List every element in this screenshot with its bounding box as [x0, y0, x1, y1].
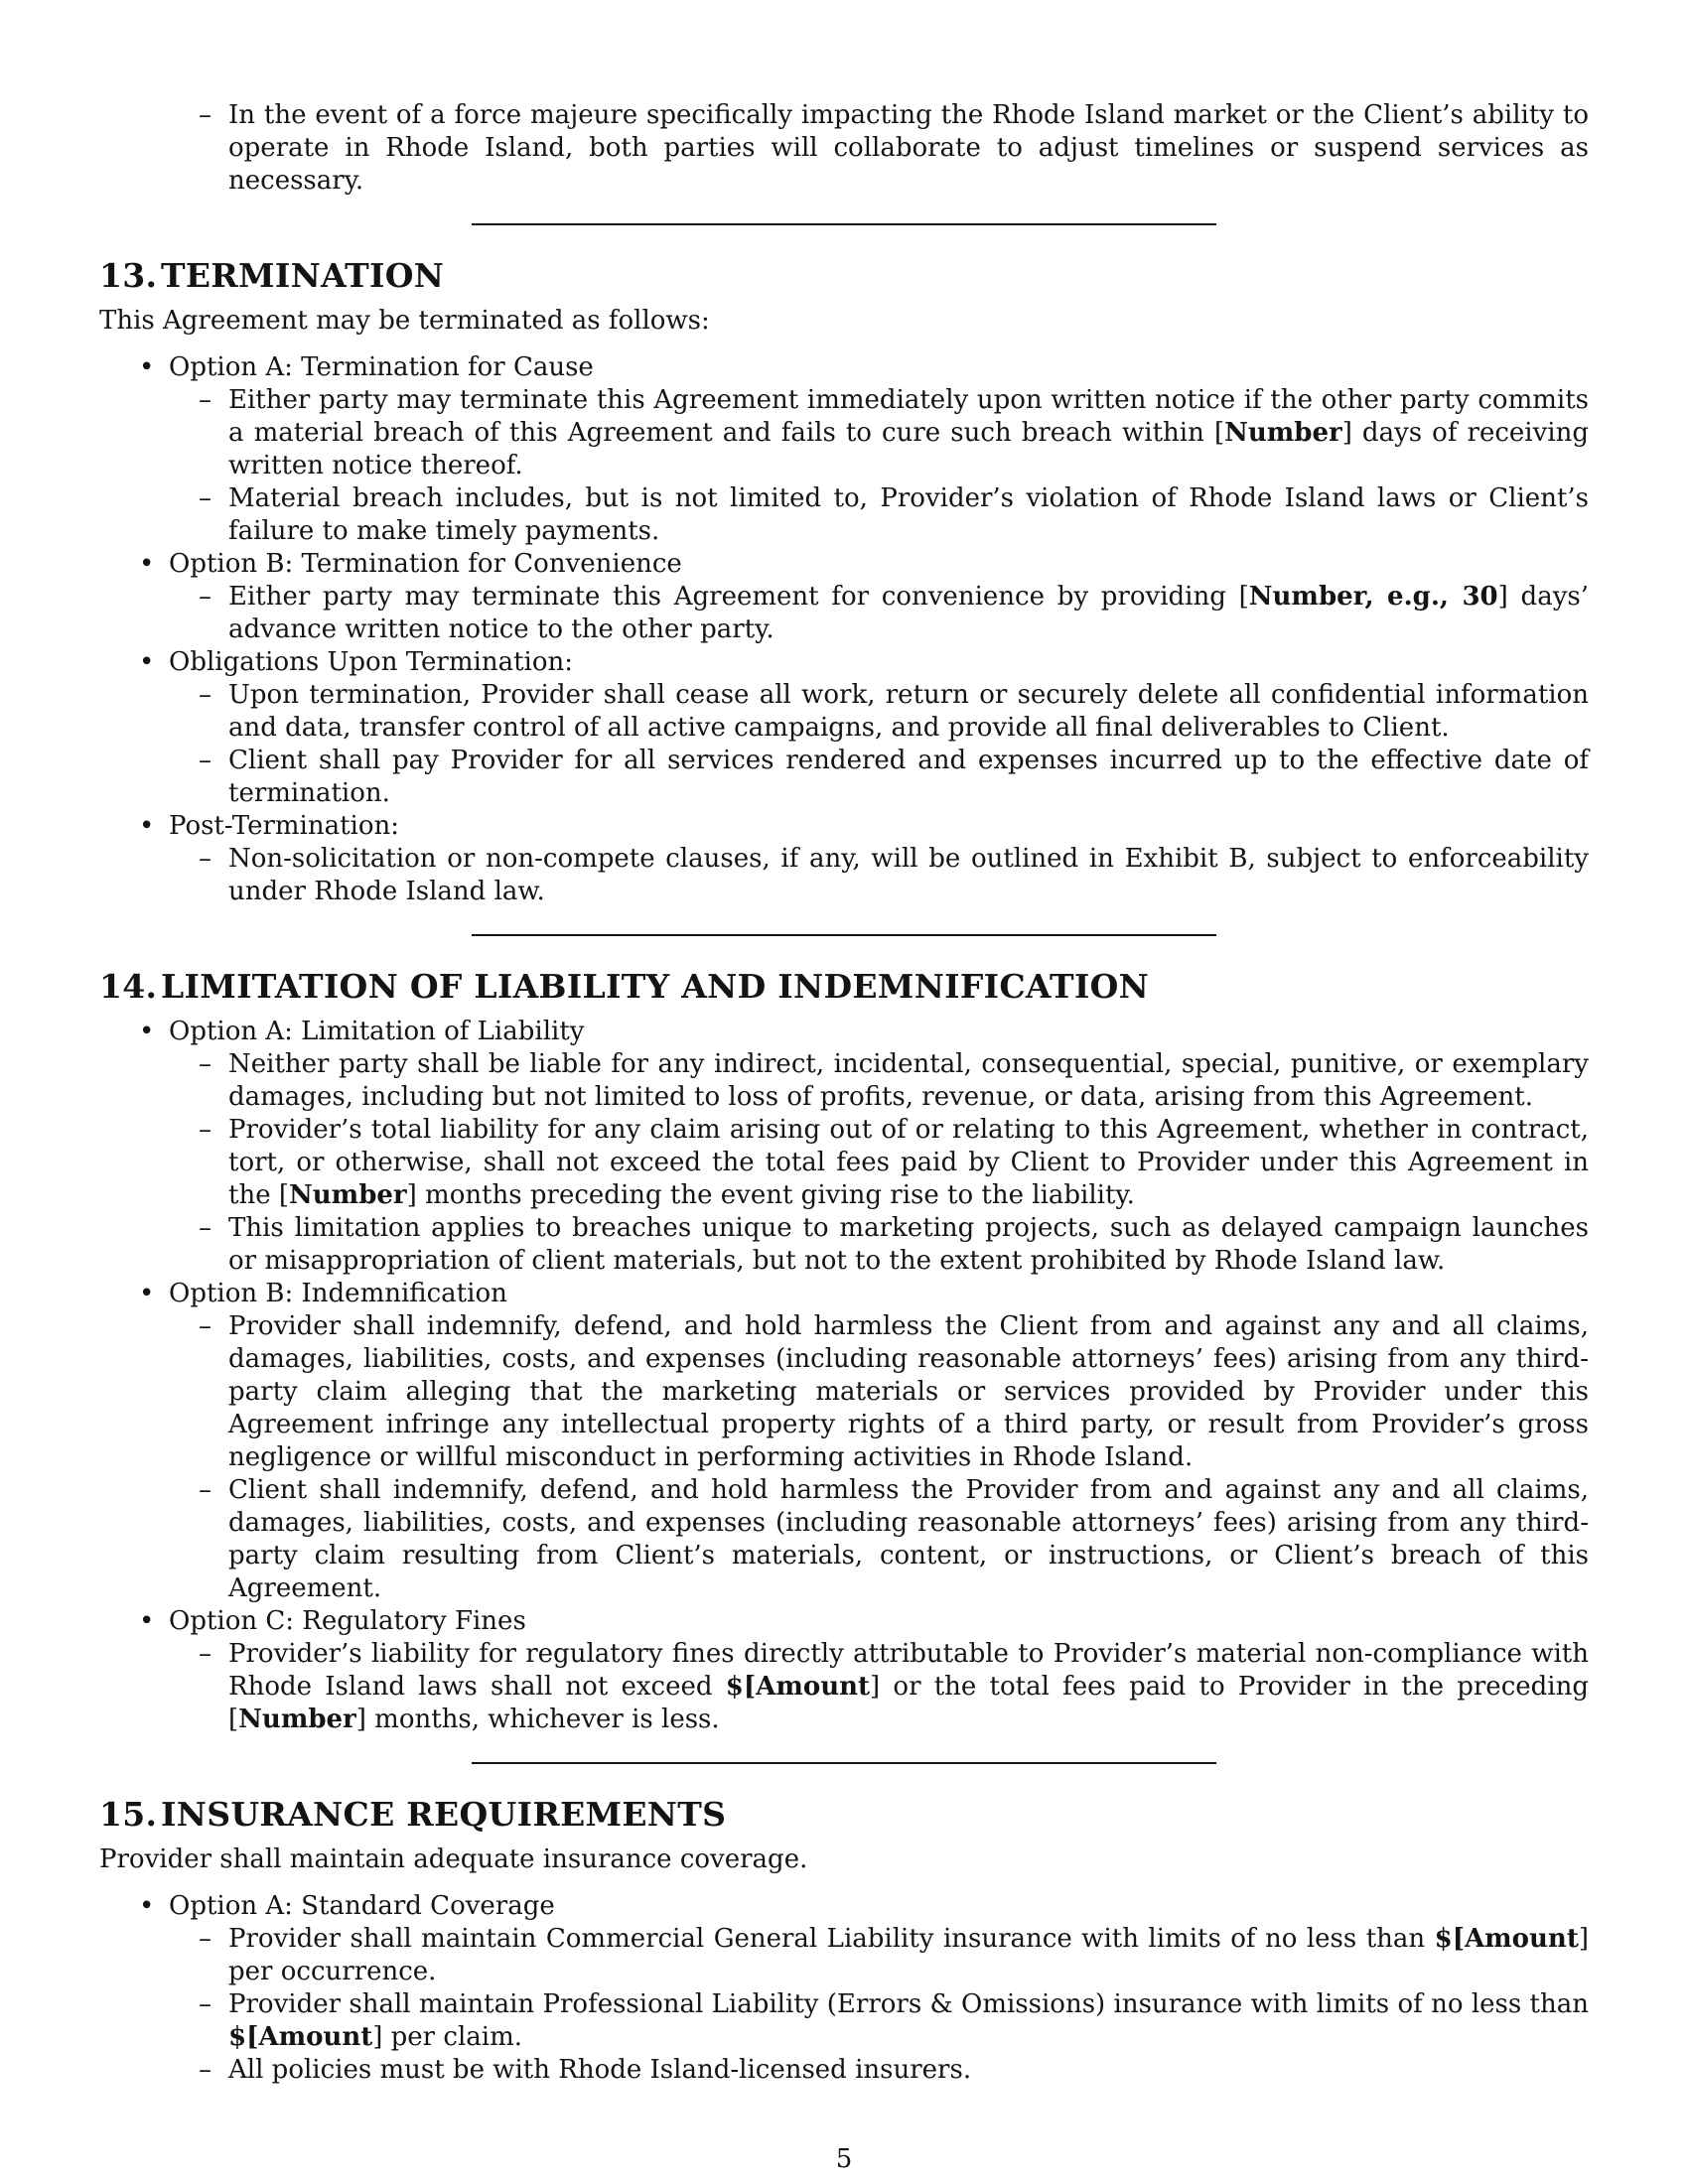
list-item: – Provider shall maintain Professional Liability (Errors & Omissions) insurance with limits of no less than $[Amount] per claim. — [99, 1988, 1589, 2054]
list-item — [99, 1474, 1589, 1605]
section-title: INSURANCE REQUIREMENTS — [161, 1795, 727, 1834]
list-item: – Provider’s total liability for any claim arising out of or relating to this Agreement, whether in contract, tort, or otherwise, shall not exceed the total fees paid by Client to Provider under this Agreement in the [Number] months preceding the event giving rise to the liability. — [99, 1114, 1589, 1212]
section-heading-liability — [99, 966, 1589, 1008]
list-item — [99, 843, 1589, 908]
item-text: Provider’s total liability for any claim arising out of or relating to this Agreement, whether in contract, tort, or otherwise, shall not exceed the total fees paid by Client to Provider under this Agreement in the — [228, 1115, 1589, 1210]
option-label: Option A: Limitation of Liability — [169, 1017, 585, 1046]
item-text: days of receiving written notice thereof. — [228, 418, 1589, 480]
section-number: 14. — [99, 967, 158, 1006]
item-text: or the total fees paid to Provider in the preceding — [880, 1672, 1589, 1702]
option-label: Option A: Termination for Cause — [169, 352, 594, 382]
option-item — [99, 810, 1589, 843]
item-text: Provider shall indemnify, defend, and hold harmless the Client from and against any and all claims, damages, liabilities, costs, and expenses (including reasonable attorneys’ fees) arising from any third-party claim alleging that the marketing materials or services provided by Provider under this Agreement infringe any intellectual property rights of a third party, or result from Provider’s gross negligence or willful misconduct in performing activities in Rhode Island. — [228, 1311, 1589, 1472]
list-item: – Either party may terminate this Agreement for convenience by providing [Number, e.g., 30] days’ advance written notice to the other party. — [99, 581, 1589, 646]
option-item — [99, 1278, 1589, 1310]
item-text: Either party may terminate this Agreement for convenience by providing — [228, 582, 1239, 612]
continuation-list — [99, 99, 1589, 198]
list-item — [99, 2054, 1589, 2087]
item-text: per claim. — [382, 2022, 522, 2052]
section-divider — [472, 934, 1216, 936]
liability-options — [99, 1016, 1589, 1736]
section-intro: This Agreement may be terminated as follows: — [99, 306, 710, 336]
option-item — [99, 1605, 1589, 1638]
option-item — [99, 351, 1589, 384]
page-number: 5 — [835, 2144, 853, 2174]
list-item — [99, 99, 1589, 198]
option-label: Option C: Regulatory Fines — [169, 1606, 526, 1636]
placeholder-number: Number — [238, 1705, 356, 1734]
placeholder-amount: $[Amount — [725, 1672, 871, 1702]
section-title: LIMITATION OF LIABILITY AND INDEMNIFICATION — [161, 967, 1150, 1006]
termination-options — [99, 351, 1589, 908]
section-title: TERMINATION — [161, 256, 445, 295]
option-label: Post-Termination: — [169, 811, 400, 841]
option-item — [99, 1016, 1589, 1048]
item-text: Provider shall maintain Professional Liability (Errors & Omissions) insurance with limits of no less than — [228, 1989, 1589, 2019]
placeholder-number: Number — [1224, 418, 1342, 448]
option-item — [99, 548, 1589, 581]
list-item — [99, 1048, 1589, 1114]
section-number: 13. — [99, 256, 158, 295]
option-label: Obligations Upon Termination: — [169, 647, 573, 677]
placeholder-amount: $[Amount — [1434, 1924, 1579, 1954]
placeholder-number: Number, e.g., 30 — [1248, 582, 1498, 612]
placeholder-amount: $[Amount — [228, 2022, 373, 2052]
list-item: – Provider’s liability for regulatory fines directly attributable to Provider’s material non-compliance with Rhode Island laws shall not exceed $[Amount] or the total fees paid to Provider in the preceding [Number] months, whichever is less. — [99, 1638, 1589, 1736]
section-divider — [472, 223, 1216, 225]
item-text: This limitation applies to breaches unique to marketing projects, such as delayed campaign launches or misappropriation of client materials, but not to the extent prohibited by Rhode Island law. — [228, 1213, 1589, 1276]
option-label: Option A: Standard Coverage — [169, 1891, 555, 1921]
list-item — [99, 1212, 1589, 1278]
option-label: Option B: Indemnification — [169, 1279, 507, 1308]
item-text: months, whichever is less. — [365, 1705, 720, 1734]
insurance-options — [99, 1890, 1589, 2087]
placeholder-number: Number — [289, 1180, 407, 1210]
list-item — [99, 1310, 1589, 1474]
option-label: Option B: Termination for Convenience — [169, 549, 682, 579]
section-divider — [472, 1762, 1216, 1764]
list-item — [99, 745, 1589, 810]
section-heading-termination — [99, 255, 1589, 297]
item-text: Neither party shall be liable for any indirect, incidental, consequential, special, punitive, or exemplary damages, including but not limited to loss of profits, revenue, or data, arising from this Agreement. — [228, 1049, 1589, 1112]
item-text: Either party may terminate this Agreement immediately upon written notice if the other party commits a material breach of this Agreement and fails to cure such breach within — [228, 385, 1589, 448]
item-text: Provider’s liability for regulatory fines directly attributable to Provider’s material non-compliance with Rhode Island laws shall not exceed — [228, 1639, 1589, 1702]
document-page — [99, 99, 1589, 2087]
item-text: per occurrence. — [228, 1957, 437, 1986]
item-text: Upon termination, Provider shall cease all work, return or securely delete all confidential information and data, transfer control of all active campaigns, and provide all final deliverables to Client. — [228, 680, 1589, 743]
item-text: In the event of a force majeure specifically impacting the Rhode Island market or the Client’s ability to operate in Rhode Island, both parties will collaborate to adjust timelines or suspend services as necessary. — [228, 100, 1589, 196]
item-text: Material breach includes, but is not limited to, Provider’s violation of Rhode Island laws or Client’s failure to make timely payments. — [228, 483, 1589, 546]
section-number: 15. — [99, 1795, 158, 1834]
list-item — [99, 679, 1589, 745]
item-text: Provider shall maintain Commercial General Liability insurance with limits of no less than — [228, 1924, 1435, 1954]
list-item: – Either party may terminate this Agreement immediately upon written notice if the other party commits a material breach of this Agreement and fails to cure such breach within [Number] days of receiving written notice thereof. — [99, 384, 1589, 482]
item-text: Client shall indemnify, defend, and hold harmless the Provider from and against any and all claims, damages, liabilities, costs, and expenses (including reasonable attorneys’ fees) arising from any third-party claim resulting from Client’s materials, content, or instructions, or Client’s breach of this Agreement. — [228, 1475, 1589, 1603]
section-intro: Provider shall maintain adequate insurance coverage. — [99, 1844, 808, 1874]
item-text: Non-solicitation or non-compete clauses, if any, will be outlined in Exhibit B, subject to enforceability under Rhode Island law. — [228, 844, 1589, 906]
item-text: All policies must be with Rhode Island-licensed insurers. — [228, 2055, 972, 2085]
list-item — [99, 482, 1589, 548]
item-text: Client shall pay Provider for all services rendered and expenses incurred up to the effective date of termination. — [228, 746, 1589, 808]
section-heading-insurance — [99, 1794, 1589, 1836]
item-text: months preceding the event giving rise to the liability. — [416, 1180, 1135, 1210]
option-item — [99, 1890, 1589, 1923]
item-text: days’ advance written notice to the other party. — [228, 582, 1589, 644]
list-item: – Provider shall maintain Commercial General Liability insurance with limits of no less than $[Amount] per occurrence. — [99, 1923, 1589, 1988]
option-item — [99, 646, 1589, 679]
